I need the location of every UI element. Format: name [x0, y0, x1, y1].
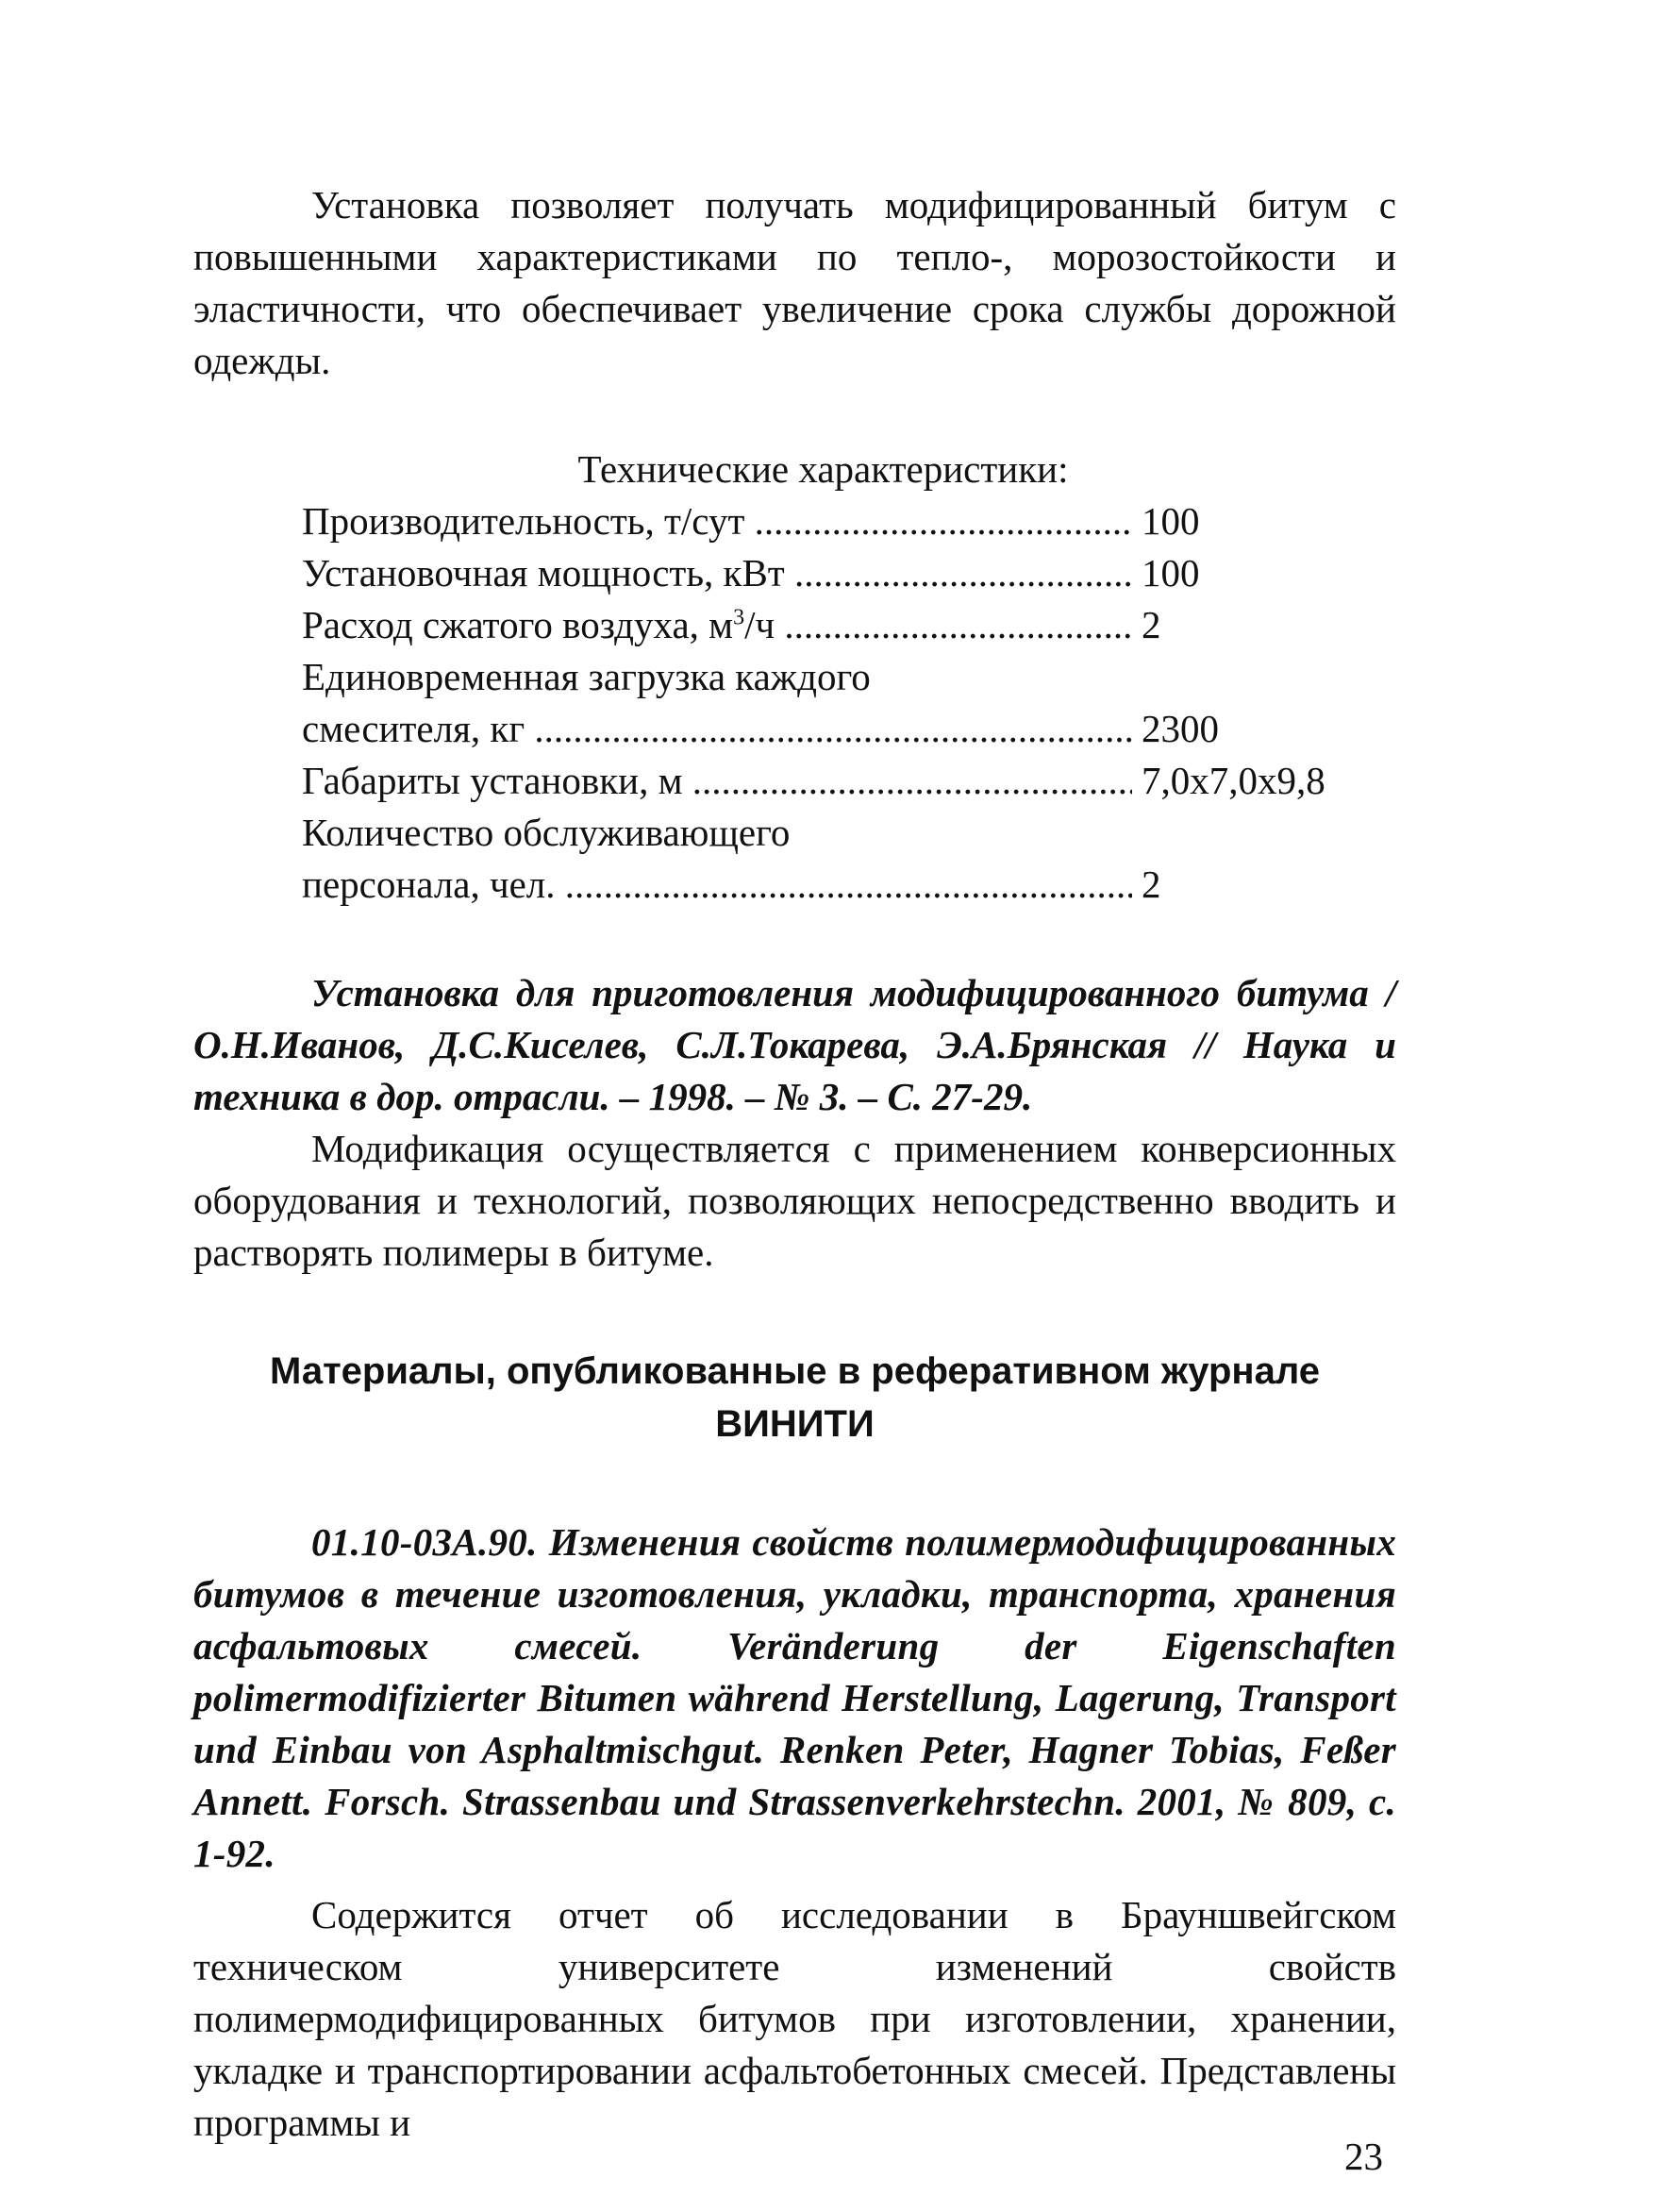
- specs-list: [302, 495, 1340, 911]
- spec-value: 100: [1142, 499, 1200, 543]
- spec-value: 7,0х7,0х9,8: [1142, 759, 1325, 802]
- abstract-citation: 01.10-03А.90. Изменения свойств полимермодифицированных битумов в течение изготовления, укладки, транспорта, хранения асфальтовых смесей. Veränderung der Eigenschaften polimermodifizierter Bitumen während Herstellung, Lagerung, Transport und Einbau von Asphaltmischgut. Renken Peter, Hagner Tobias, Feßer Annett. Forsch. Strassenbau und Strassenverkehrstechn. 2001, № 809, с. 1-92.: [193, 1520, 1396, 1875]
- citation-reference: Установка для приготовления модифицированного битума /О.Н.Иванов, Д.С.Киселев, С.Л.Токарева, Э.А.Брянская // Наука и техника в дор. отрасли. – 1998. – № 3. – С. 27-29.: [193, 971, 1396, 1118]
- spec-value: 2: [1142, 863, 1161, 906]
- spec-row: [302, 495, 1340, 547]
- spec-value: 2300: [1142, 707, 1219, 750]
- spec-row: [302, 651, 1340, 703]
- specs-title: Технические характеристики:: [577, 447, 1069, 491]
- spec-label: Габариты установки, м .....: [302, 755, 1132, 807]
- intro-paragraph: Установка позволяет получать модифицированный битум с повышенными характеристиками по тепло-, морозостойкости и эластичности, что обеспечивает увеличение срока службы дорожной одежды.: [193, 183, 1396, 382]
- spec-row: [302, 599, 1340, 651]
- spec-label: [302, 599, 1132, 651]
- paragraph-report: Содержится отчет об исследовании в Брауншвейгском техническом университете изменений свойств полимермодифицированных битумов при изготовлении, хранении, укладке и транспортировании асфальтобетонных смесей. Представлены программы и: [193, 1893, 1396, 2144]
- spec-value: 2: [1142, 603, 1161, 646]
- spec-label-superscript: 3: [733, 605, 745, 630]
- spec-row: [302, 547, 1340, 599]
- spec-value: 100: [1142, 551, 1200, 595]
- paragraph-modification: Модификация осуществляется с применением конверсионных оборудования и технологий, позволяющих непосредственно вводить и растворять полимеры в битуме.: [193, 1127, 1396, 1274]
- spec-row: [302, 807, 1340, 859]
- spec-label: смесителя, кг .....: [302, 703, 1132, 755]
- spec-label-suffix: /ч: [744, 603, 775, 646]
- section-heading: [193, 1345, 1396, 1450]
- spec-label-prefix: Расход сжатого воздуха, м: [302, 603, 734, 646]
- spec-label: персонала, чел. .....: [302, 859, 1132, 911]
- spec-label: Единовременная загрузка каждого: [302, 655, 871, 698]
- section-heading-line1: Материалы, опубликованные в реферативном журнале: [270, 1350, 1320, 1392]
- spec-row: [302, 703, 1340, 755]
- document-page: [193, 179, 1396, 2149]
- spec-row: [302, 755, 1340, 807]
- spec-label: Количество обслуживающего: [302, 811, 791, 854]
- spec-label: Производительность, т/сут .....: [302, 495, 1132, 547]
- spec-row: [302, 859, 1340, 911]
- section-heading-line2: ВИНИТИ: [715, 1403, 875, 1445]
- page-number: 23: [1344, 2135, 1383, 2178]
- spec-label: Установочная мощность, кВт .....: [302, 547, 1132, 599]
